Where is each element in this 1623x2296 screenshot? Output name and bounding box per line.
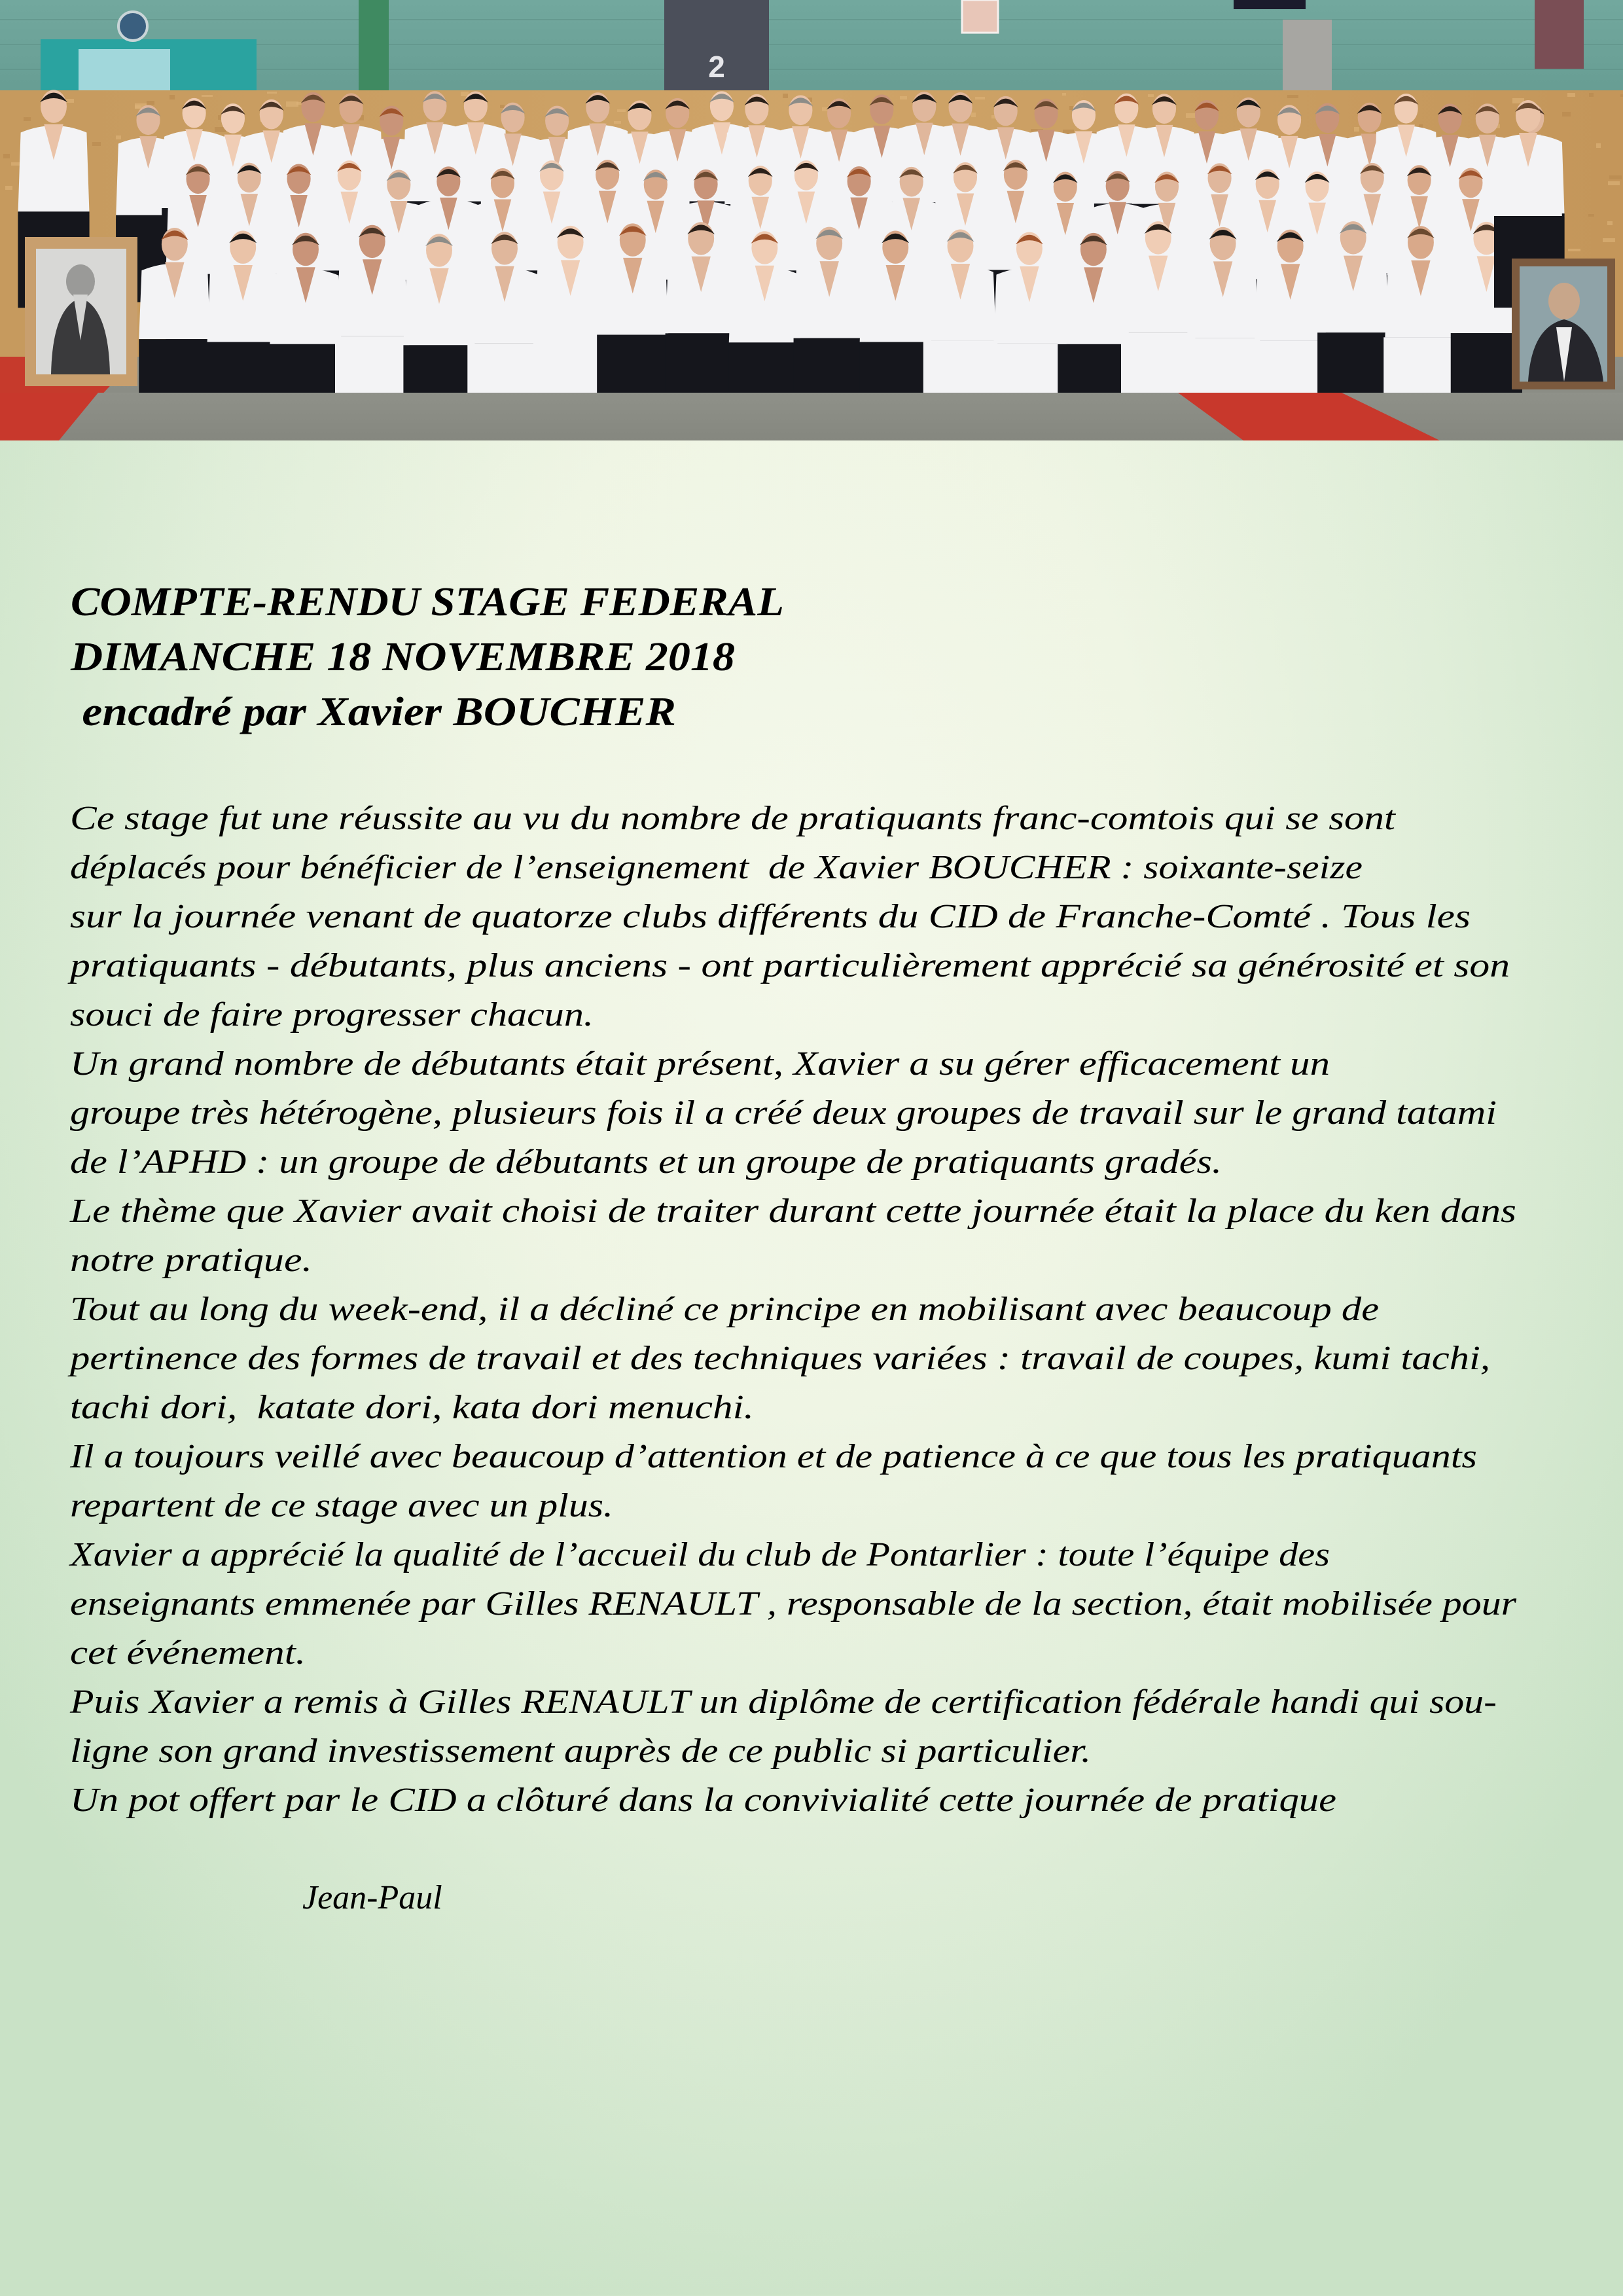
body-line: sur la journée venant de quatorze clubs différents du CID de Franche-Comté . Tous les xyxy=(70,898,1471,935)
article-title xyxy=(71,575,1550,740)
body-line: déplacés pour bénéficier de l’enseignement de Xavier BOUCHER : soixante-seize xyxy=(70,849,1363,886)
title-line: encadré par Xavier BOUCHER xyxy=(71,690,676,734)
title-line: DIMANCHE 18 NOVEMBRE 2018 xyxy=(71,635,735,679)
poster-sakura xyxy=(962,0,998,33)
group-photo-illustration xyxy=(0,0,1623,440)
body-line: cet événement. xyxy=(70,1634,306,1672)
body-line: Un grand nombre de débutants était présent, Xavier a su gérer efficacement un xyxy=(70,1045,1330,1083)
body-line: souci de faire progresser chacun. xyxy=(70,996,594,1033)
body-line: Ce stage fut une réussite au vu du nombre de pratiquants franc-comtois qui se sont xyxy=(70,800,1396,837)
wall-banner xyxy=(1535,0,1584,69)
body-line: Puis Xavier a remis à Gilles RENAULT un diplôme de certification fédérale handi qui sou- xyxy=(70,1683,1497,1721)
body-line: repartent de ce stage avec un plus. xyxy=(70,1487,613,1524)
body-line: Tout au long du week-end, il a décliné ce principe en mobilisant avec beaucoup de xyxy=(70,1291,1380,1328)
group-photo xyxy=(0,0,1623,440)
framed-portrait-right xyxy=(1512,259,1615,389)
body-line: tachi dori, katate dori, kata dori menuchi. xyxy=(70,1389,754,1426)
title-line: COMPTE-RENDU STAGE FEDERAL xyxy=(71,580,785,624)
article-body xyxy=(70,794,1549,1825)
body-line: enseignants emmenée par Gilles RENAULT , responsable de la section, était mobilisée pour xyxy=(70,1585,1517,1623)
poster-founder xyxy=(1283,20,1332,98)
body-line: de l’APHD : un groupe de débutants et un groupe de pratiquants gradés. xyxy=(70,1143,1222,1181)
body-line: ligne son grand investissement auprès de ce public si particulier. xyxy=(70,1732,1092,1770)
body-line: Xavier a apprécié la qualité de l’accueil du club de Pontarlier : toute l’équipe des xyxy=(70,1536,1330,1573)
body-line: pratiquants - débutants, plus anciens - ont particulièrement apprécié sa générosité et son xyxy=(70,947,1510,984)
scoreboard xyxy=(1234,0,1306,9)
body-line: Il a toujours veillé avec beaucoup d’attention et de patience à ce que tous les pratiquants xyxy=(70,1438,1477,1475)
door-number: 2 xyxy=(708,50,725,84)
body-line: Le thème que Xavier avait choisi de traiter durant cette journée était la place du ken dans xyxy=(70,1193,1516,1230)
wall-clock xyxy=(118,12,147,41)
body-line: groupe très hétérogène, plusieurs fois il a créé deux groupes de travail sur le grand tatami xyxy=(70,1094,1497,1132)
curtain xyxy=(359,0,389,95)
signature: Jean-Paul xyxy=(302,1879,442,1916)
body-line: pertinence des formes de travail et des techniques variées : travail de coupes, kumi tachi, xyxy=(70,1340,1491,1377)
framed-portrait-left xyxy=(25,237,137,386)
body-line: Un pot offert par le CID a clôturé dans la convivialité cette journée de pratique xyxy=(70,1782,1336,1819)
body-line: notre pratique. xyxy=(70,1242,313,1279)
